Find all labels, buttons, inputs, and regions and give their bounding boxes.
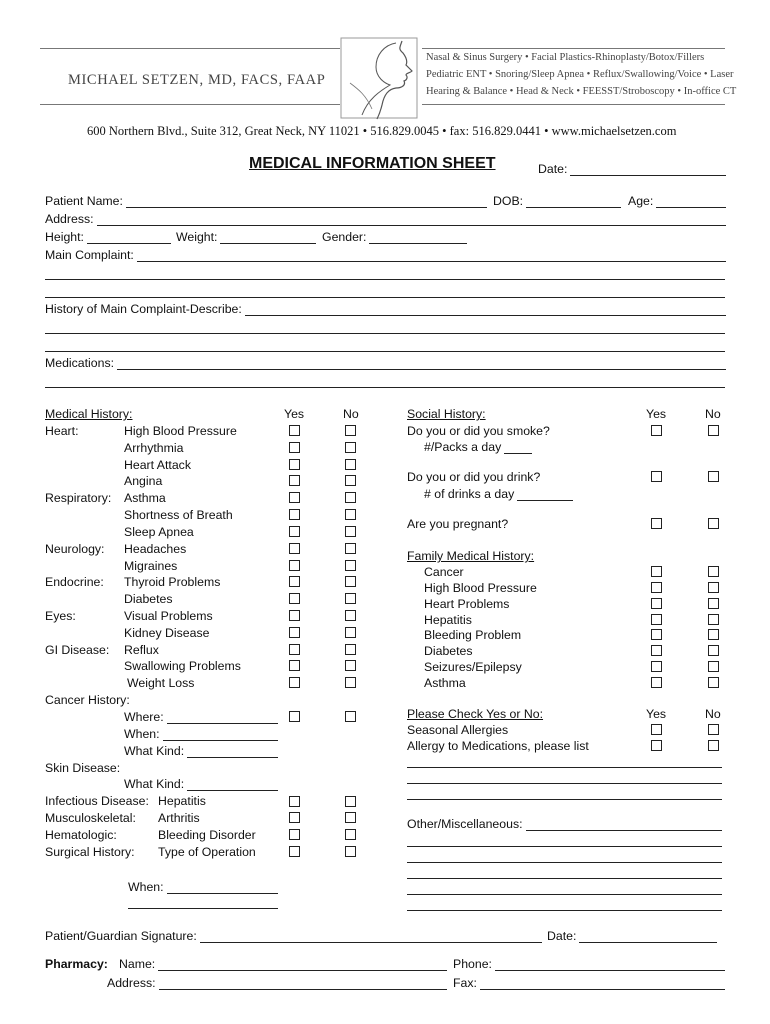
condition-sleep-apnea: Sleep Apnea bbox=[124, 525, 194, 539]
medical-yes-header: Yes bbox=[284, 407, 305, 421]
operation-yes-checkbox[interactable] bbox=[289, 846, 300, 857]
heart-attack-no-checkbox[interactable] bbox=[345, 459, 356, 470]
header-rule-bottom-left bbox=[40, 104, 340, 105]
cancer-kind-line[interactable] bbox=[187, 747, 278, 758]
cancer-where-line[interactable] bbox=[167, 713, 278, 724]
family-hepatitis: Hepatitis bbox=[424, 613, 472, 627]
family-hepatitis-no-checkbox[interactable] bbox=[708, 614, 719, 625]
allergy-yes-header: Yes bbox=[646, 707, 667, 721]
logo bbox=[340, 33, 420, 121]
condition-high-blood-pressure: High Blood Pressure bbox=[124, 424, 237, 438]
height-field[interactable] bbox=[45, 230, 171, 244]
family-cancer-yes-checkbox[interactable] bbox=[651, 566, 662, 577]
patient-name-field[interactable] bbox=[45, 194, 487, 208]
sleep-apnea-no-checkbox[interactable] bbox=[345, 526, 356, 537]
condition-migraines: Migraines bbox=[124, 559, 178, 573]
skin-kind-label: What Kind: bbox=[124, 777, 185, 791]
condition-bleeding-disorder: Bleeding Disorder bbox=[158, 828, 256, 842]
pharmacy-name-line[interactable] bbox=[158, 960, 447, 971]
allergy-title: Please Check Yes or No: bbox=[407, 707, 544, 721]
diabetes-no-checkbox[interactable] bbox=[345, 593, 356, 604]
family-bleeding-no-checkbox[interactable] bbox=[708, 629, 719, 640]
main-complaint-line-3[interactable] bbox=[45, 297, 725, 298]
signature-field[interactable] bbox=[45, 929, 542, 943]
condition-operation: Type of Operation bbox=[158, 845, 256, 859]
weight-line[interactable] bbox=[220, 233, 316, 244]
medications-line-2[interactable] bbox=[45, 387, 725, 388]
family-history-title: Family Medical History: bbox=[407, 549, 535, 563]
header-rule-top-left bbox=[40, 48, 340, 49]
seasonal-allergies-label: Seasonal Allergies bbox=[407, 723, 509, 737]
diabetes-yes-checkbox[interactable] bbox=[289, 593, 300, 604]
cancer-where-label: Where: bbox=[124, 710, 164, 724]
hbp-no-checkbox[interactable] bbox=[345, 425, 356, 436]
thyroid-no-checkbox[interactable] bbox=[345, 576, 356, 587]
family-hbp: High Blood Pressure bbox=[424, 581, 537, 595]
date-line[interactable] bbox=[570, 165, 726, 176]
medical-history-title: Medical History: bbox=[45, 407, 133, 421]
hbp-yes-checkbox[interactable] bbox=[289, 425, 300, 436]
allergy-no-header: No bbox=[705, 707, 721, 721]
header-rule-top-right bbox=[422, 48, 725, 49]
category-musculoskeletal: Musculoskeletal: bbox=[45, 811, 136, 825]
kidney-yes-checkbox[interactable] bbox=[289, 627, 300, 638]
med-allergy-no-checkbox[interactable] bbox=[708, 740, 719, 751]
cancer-when-line[interactable] bbox=[163, 730, 278, 741]
main-complaint-line[interactable] bbox=[137, 251, 726, 262]
surgery-when-label: When: bbox=[128, 880, 164, 894]
pregnant-no-checkbox[interactable] bbox=[708, 518, 719, 529]
cancer-kind-label: What Kind: bbox=[124, 744, 185, 758]
swallowing-no-checkbox[interactable] bbox=[345, 660, 356, 671]
patient-name-label: Patient Name: bbox=[45, 194, 123, 208]
practice-address: 600 Northern Blvd., Suite 312, Great Neck, NY 11021 • 516.829.0045 • fax: 516.829.0441 • www.michaelsetzen.com bbox=[87, 124, 677, 138]
cancer-yes-checkbox[interactable] bbox=[289, 711, 300, 722]
condition-swallowing: Swallowing Problems bbox=[124, 659, 241, 673]
surgery-extra-line[interactable] bbox=[128, 908, 278, 909]
category-respiratory: Respiratory: bbox=[45, 491, 112, 505]
cancer-kind-field[interactable] bbox=[124, 744, 278, 758]
condition-diabetes: Diabetes bbox=[124, 592, 173, 606]
doctor-name: MICHAEL SETZEN, MD, FACS, FAAP bbox=[68, 72, 326, 88]
bleeding-no-checkbox[interactable] bbox=[345, 829, 356, 840]
family-cancer-no-checkbox[interactable] bbox=[708, 566, 719, 577]
family-hepatitis-yes-checkbox[interactable] bbox=[651, 614, 662, 625]
smoke-yes-checkbox[interactable] bbox=[651, 425, 662, 436]
condition-thyroid: Thyroid Problems bbox=[124, 575, 221, 589]
height-label: Height: bbox=[45, 230, 84, 244]
sob-yes-checkbox[interactable] bbox=[289, 509, 300, 520]
condition-kidney: Kidney Disease bbox=[124, 626, 210, 640]
main-complaint-line-2[interactable] bbox=[45, 279, 725, 280]
social-yes-header: Yes bbox=[646, 407, 667, 421]
other-line-6[interactable] bbox=[407, 910, 722, 911]
angina-no-checkbox[interactable] bbox=[345, 475, 356, 486]
signature-label: Patient/Guardian Signature: bbox=[45, 929, 197, 943]
height-line[interactable] bbox=[87, 233, 171, 244]
bleeding-yes-checkbox[interactable] bbox=[289, 829, 300, 840]
pharmacy-address-field[interactable] bbox=[107, 976, 447, 990]
drink-question: Do you or did you drink? bbox=[407, 470, 541, 484]
family-heart-yes-checkbox[interactable] bbox=[651, 598, 662, 609]
family-diabetes-yes-checkbox[interactable] bbox=[651, 645, 662, 656]
family-seizures-yes-checkbox[interactable] bbox=[651, 661, 662, 672]
category-endocrine: Endocrine: bbox=[45, 575, 104, 589]
sleep-apnea-yes-checkbox[interactable] bbox=[289, 526, 300, 537]
cancer-where-field[interactable] bbox=[124, 710, 278, 724]
condition-arrhythmia: Arrhythmia bbox=[124, 441, 184, 455]
other-line-2[interactable] bbox=[407, 846, 722, 847]
family-asthma-no-checkbox[interactable] bbox=[708, 677, 719, 688]
visual-yes-checkbox[interactable] bbox=[289, 610, 300, 621]
condition-hepatitis: Hepatitis bbox=[158, 794, 206, 808]
medications-label: Medications: bbox=[45, 356, 115, 370]
packs-field[interactable] bbox=[424, 440, 532, 454]
migraines-no-checkbox[interactable] bbox=[345, 560, 356, 571]
kidney-no-checkbox[interactable] bbox=[345, 627, 356, 638]
category-infectious: Infectious Disease: bbox=[45, 794, 149, 808]
services-line-1: Nasal & Sinus Surgery • Facial Plastics-Rhinoplasty/Botox/Fillers bbox=[426, 52, 705, 63]
medications-field[interactable] bbox=[45, 356, 726, 370]
hepatitis-no-checkbox[interactable] bbox=[345, 796, 356, 807]
asthma-no-checkbox[interactable] bbox=[345, 492, 356, 503]
arrhythmia-no-checkbox[interactable] bbox=[345, 442, 356, 453]
pharmacy-label: Pharmacy: bbox=[45, 957, 108, 971]
other-field[interactable] bbox=[407, 817, 722, 831]
date-label: Date: bbox=[538, 162, 568, 176]
sob-no-checkbox[interactable] bbox=[345, 509, 356, 520]
med-allergy-yes-checkbox[interactable] bbox=[651, 740, 662, 751]
heart-attack-yes-checkbox[interactable] bbox=[289, 459, 300, 470]
history-field[interactable] bbox=[45, 302, 726, 316]
condition-asthma: Asthma bbox=[124, 491, 166, 505]
allergy-list-line-2[interactable] bbox=[407, 783, 722, 784]
pharmacy-phone-line[interactable] bbox=[495, 960, 725, 971]
weight-loss-no-checkbox[interactable] bbox=[345, 677, 356, 688]
drink-no-checkbox[interactable] bbox=[708, 471, 719, 482]
smoke-no-checkbox[interactable] bbox=[708, 425, 719, 436]
pharmacy-fax-line[interactable] bbox=[480, 979, 725, 990]
cancer-history-label: Cancer History: bbox=[45, 693, 130, 707]
gender-field[interactable] bbox=[322, 230, 467, 244]
history-line-3[interactable] bbox=[45, 351, 725, 352]
address-field[interactable] bbox=[45, 212, 726, 226]
signature-line[interactable] bbox=[200, 932, 542, 943]
age-line[interactable] bbox=[656, 197, 726, 208]
smoke-question: Do you or did you smoke? bbox=[407, 424, 550, 438]
family-diabetes-no-checkbox[interactable] bbox=[708, 645, 719, 656]
condition-weight-loss: Weight Loss bbox=[127, 676, 195, 690]
drinks-line[interactable] bbox=[517, 490, 573, 501]
other-line-5[interactable] bbox=[407, 894, 722, 895]
patient-name-line[interactable] bbox=[126, 197, 487, 208]
pharmacy-name-field[interactable] bbox=[119, 957, 447, 971]
reflux-yes-checkbox[interactable] bbox=[289, 644, 300, 655]
dob-label: DOB: bbox=[493, 194, 524, 208]
form-title: MEDICAL INFORMATION SHEET bbox=[249, 155, 496, 172]
family-seizures: Seizures/Epilepsy bbox=[424, 660, 522, 674]
family-hbp-yes-checkbox[interactable] bbox=[651, 582, 662, 593]
swallowing-yes-checkbox[interactable] bbox=[289, 660, 300, 671]
pharmacy-address-line[interactable] bbox=[159, 979, 447, 990]
family-asthma-yes-checkbox[interactable] bbox=[651, 677, 662, 688]
allergy-list-line-1[interactable] bbox=[407, 767, 722, 768]
med-allergy-label: Allergy to Medications, please list bbox=[407, 739, 589, 753]
condition-visual: Visual Problems bbox=[124, 609, 213, 623]
pharmacy-fax-label: Fax: bbox=[453, 976, 477, 990]
asthma-yes-checkbox[interactable] bbox=[289, 492, 300, 503]
category-heart: Heart: bbox=[45, 424, 79, 438]
cancer-no-checkbox[interactable] bbox=[345, 711, 356, 722]
skin-disease-label: Skin Disease: bbox=[45, 761, 121, 775]
history-line[interactable] bbox=[245, 305, 726, 316]
pregnant-question: Are you pregnant? bbox=[407, 517, 509, 531]
arthritis-yes-checkbox[interactable] bbox=[289, 812, 300, 823]
condition-angina: Angina bbox=[124, 474, 163, 488]
pharmacy-phone-label: Phone: bbox=[453, 957, 492, 971]
medications-line[interactable] bbox=[117, 359, 726, 370]
address-label: Address: bbox=[45, 212, 94, 226]
other-label: Other/Miscellaneous: bbox=[407, 817, 523, 831]
operation-no-checkbox[interactable] bbox=[345, 846, 356, 857]
face-profile-icon bbox=[340, 33, 420, 121]
family-heart: Heart Problems bbox=[424, 597, 510, 611]
visual-no-checkbox[interactable] bbox=[345, 610, 356, 621]
category-eyes: Eyes: bbox=[45, 609, 76, 623]
category-gi: GI Disease: bbox=[45, 643, 110, 657]
family-hbp-no-checkbox[interactable] bbox=[708, 582, 719, 593]
age-label: Age: bbox=[628, 194, 654, 208]
services-line-3: Hearing & Balance • Head & Neck • FEESST/Stroboscopy • In-office CT bbox=[426, 86, 737, 97]
date-field[interactable] bbox=[538, 162, 726, 176]
signature-date-label: Date: bbox=[547, 929, 577, 943]
category-surgical: Surgical History: bbox=[45, 845, 135, 859]
pharmacy-fax-field[interactable] bbox=[453, 976, 725, 990]
cancer-when-field[interactable] bbox=[124, 727, 278, 741]
condition-shortness-of-breath: Shortness of Breath bbox=[124, 508, 233, 522]
family-bleeding-yes-checkbox[interactable] bbox=[651, 629, 662, 640]
dob-field[interactable] bbox=[493, 194, 621, 208]
surgery-when-field[interactable] bbox=[128, 880, 278, 894]
pharmacy-name-label: Name: bbox=[119, 957, 156, 971]
medical-no-header: No bbox=[343, 407, 359, 421]
seasonal-yes-checkbox[interactable] bbox=[651, 724, 662, 735]
services-line-2: Pediatric ENT • Snoring/Sleep Apnea • Reflux/Swallowing/Voice • Laser bbox=[426, 69, 734, 80]
main-complaint-field[interactable] bbox=[45, 248, 726, 262]
angina-yes-checkbox[interactable] bbox=[289, 475, 300, 486]
signature-date-field[interactable] bbox=[547, 929, 717, 943]
skin-kind-line[interactable] bbox=[187, 780, 278, 791]
pharmacy-address-label: Address: bbox=[107, 976, 156, 990]
social-history-title: Social History: bbox=[407, 407, 486, 421]
reflux-no-checkbox[interactable] bbox=[345, 644, 356, 655]
address-line[interactable] bbox=[97, 215, 726, 226]
allergy-list-line-3[interactable] bbox=[407, 799, 722, 800]
migraines-yes-checkbox[interactable] bbox=[289, 560, 300, 571]
family-diabetes: Diabetes bbox=[424, 644, 473, 658]
main-complaint-label: Main Complaint: bbox=[45, 248, 134, 262]
dob-line[interactable] bbox=[526, 197, 621, 208]
weight-label: Weight: bbox=[176, 230, 218, 244]
headaches-yes-checkbox[interactable] bbox=[289, 543, 300, 554]
pharmacy-phone-field[interactable] bbox=[453, 957, 725, 971]
history-line-2[interactable] bbox=[45, 333, 725, 334]
seasonal-no-checkbox[interactable] bbox=[708, 724, 719, 735]
other-line[interactable] bbox=[526, 820, 722, 831]
header-rule-bottom-right bbox=[422, 104, 725, 105]
drinks-field[interactable] bbox=[424, 487, 573, 501]
arthritis-no-checkbox[interactable] bbox=[345, 812, 356, 823]
family-seizures-no-checkbox[interactable] bbox=[708, 661, 719, 672]
other-line-3[interactable] bbox=[407, 862, 722, 863]
category-neurology: Neurology: bbox=[45, 542, 105, 556]
drinks-label: # of drinks a day bbox=[424, 487, 515, 501]
category-hematologic: Hematologic: bbox=[45, 828, 117, 842]
other-line-4[interactable] bbox=[407, 878, 722, 879]
arrhythmia-yes-checkbox[interactable] bbox=[289, 442, 300, 453]
history-label: History of Main Complaint-Describe: bbox=[45, 302, 242, 316]
gender-line[interactable] bbox=[369, 233, 467, 244]
gender-label: Gender: bbox=[322, 230, 367, 244]
condition-arthritis: Arthritis bbox=[158, 811, 200, 825]
weight-field[interactable] bbox=[176, 230, 316, 244]
family-asthma: Asthma bbox=[424, 676, 466, 690]
hepatitis-yes-checkbox[interactable] bbox=[289, 796, 300, 807]
packs-label: #/Packs a day bbox=[424, 440, 502, 454]
thyroid-yes-checkbox[interactable] bbox=[289, 576, 300, 587]
skin-kind-field[interactable] bbox=[124, 777, 278, 791]
condition-heart-attack: Heart Attack bbox=[124, 458, 191, 472]
packs-line[interactable] bbox=[504, 443, 532, 454]
headaches-no-checkbox[interactable] bbox=[345, 543, 356, 554]
weight-loss-yes-checkbox[interactable] bbox=[289, 677, 300, 688]
surgery-when-line[interactable] bbox=[167, 883, 278, 894]
social-no-header: No bbox=[705, 407, 721, 421]
cancer-when-label: When: bbox=[124, 727, 160, 741]
pregnant-yes-checkbox[interactable] bbox=[651, 518, 662, 529]
family-cancer: Cancer bbox=[424, 565, 464, 579]
family-heart-no-checkbox[interactable] bbox=[708, 598, 719, 609]
signature-date-line[interactable] bbox=[579, 932, 717, 943]
drink-yes-checkbox[interactable] bbox=[651, 471, 662, 482]
age-field[interactable] bbox=[628, 194, 726, 208]
condition-reflux: Reflux bbox=[124, 643, 159, 657]
condition-headaches: Headaches bbox=[124, 542, 187, 556]
family-bleeding: Bleeding Problem bbox=[424, 628, 522, 642]
